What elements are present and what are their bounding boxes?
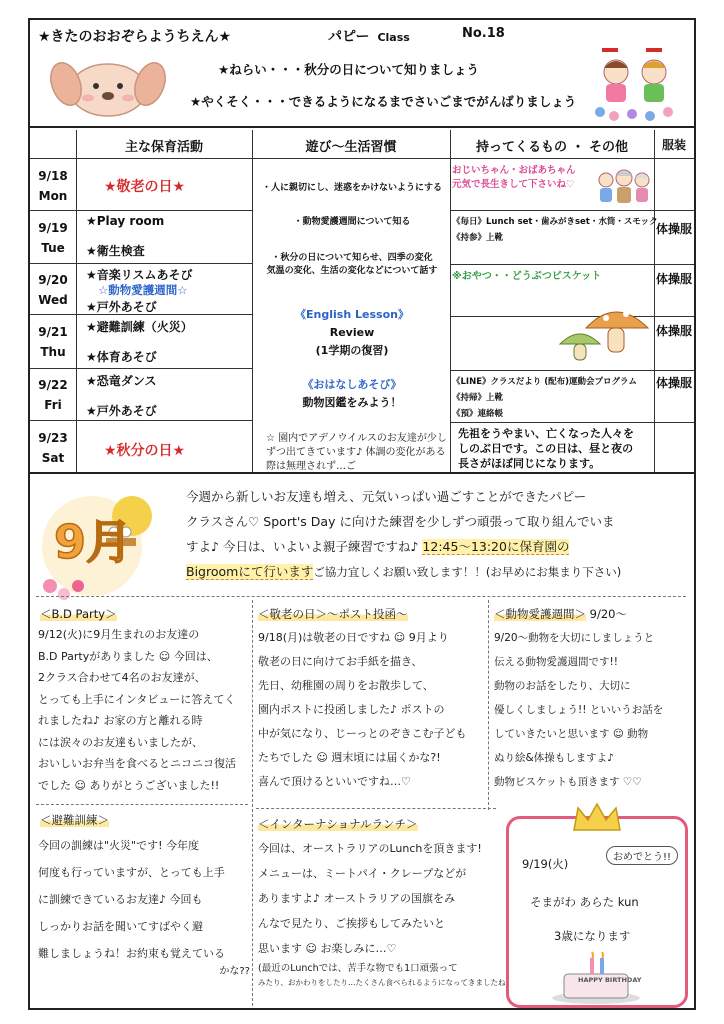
drill-body: 今回の訓練は"火災"です! 今年度 何度も行っていますが、とっても上手 に訓練できているお友達♪ 今回も しっかりお話を聞いてすばやく避 難しましょうね！お約束も覚えている かな?? bbox=[38, 839, 250, 977]
bring-wed: ※おやつ・・どうぶつビスケット bbox=[452, 271, 602, 282]
cake-text: HAPPY BIRTHDAY bbox=[578, 976, 642, 984]
lunch-title: ＜インターナショナルランチ＞ bbox=[258, 817, 418, 831]
activity-fri-1: ★恐竜ダンス bbox=[86, 374, 157, 388]
grandparents-illustration-icon bbox=[592, 164, 652, 208]
class-name bbox=[328, 26, 410, 46]
uniform-wed: 体操服 bbox=[656, 272, 693, 286]
col-header-uniform: 服装 bbox=[661, 138, 686, 152]
intro-message bbox=[186, 484, 686, 585]
equinox-note-1: 先祖をうやまい、亡くなった人々を bbox=[458, 427, 634, 440]
equinox-note-3: 長さがほぼ同じになります。 bbox=[458, 457, 601, 470]
day-cell-thu: 9/21 Thu bbox=[38, 325, 68, 359]
birthday-age: 3歳になります bbox=[554, 929, 631, 943]
uniform-thu: 体操服 bbox=[656, 324, 693, 338]
activity-wed-1: ★音楽リスムあそび bbox=[86, 268, 193, 282]
keiro-title: ＜敬老の日＞～ポスト投函～ bbox=[258, 607, 408, 621]
activity-mon: ★敬老の日★ bbox=[104, 179, 186, 195]
activity-thu-2: ★体育あそび bbox=[86, 350, 157, 364]
story-play-text: 動物図鑑をみよう！ bbox=[302, 396, 402, 409]
bring-fri-3: 《預》連絡帳 bbox=[452, 409, 504, 419]
aim-text: ★ねらい・・・秋分の日について知りましょう bbox=[218, 62, 479, 77]
practice-place: Bigroomにて行います bbox=[186, 564, 314, 579]
story-play-title: 《おはなしあそび》 bbox=[302, 378, 402, 391]
activity-fri-2: ★戸外あそび bbox=[86, 404, 157, 418]
activity-tue-1: ★Play room bbox=[86, 214, 165, 228]
play-item-2: ・動物愛護週間について知る bbox=[293, 217, 411, 227]
bring-tue-1: 《毎日》Lunch set・歯みがきset・水筒・スモック bbox=[452, 217, 658, 227]
bdparty-title: ＜B.D Party＞ bbox=[40, 607, 117, 621]
health-memo: ☆ 園内でアデノウイルスのお友達が少しずつ出てきています♪ 体調の変化がある際は無理されず…ご bbox=[266, 433, 447, 472]
bdparty-body: 9/12(火)に9月生まれのお友達の B.D Partyがありました ☺ 今回は、 2クラス合わせて4名のお友達が、 とっても上手にインタビューに答えてく れましたね♪ お家の方と離れる時 には涙々のお友達もいましたが、 おいしいお弁当を食べるとニコニコ復活 でした ☺ ありがとうございました!! bbox=[38, 628, 236, 792]
bring-mon-1: おじいちゃん・おばあちゃん bbox=[452, 165, 576, 176]
intro-line-4: Bigroomにて行いますご協力宜しくお願い致します！！(お早めにお集まり下さい) bbox=[186, 564, 622, 579]
animal-week-body: 9/20～動物を大切にしましょうと 伝える動物愛護週間です!! 動物のお話をしたり、大切に 優しくしましょう!! といいうお話を していきたいと思います ☺ 動物 ぬり絵&体操もしますよ♪ 動物ビスケットも頂きます ♡♡ bbox=[494, 632, 664, 788]
newsletter-page bbox=[28, 18, 696, 1010]
activity-wed-3: ★戸外あそび bbox=[86, 300, 157, 314]
dog-illustration-icon bbox=[50, 54, 166, 120]
birthday-congrats: おめでとう!! bbox=[606, 846, 678, 865]
english-lesson-title: 《English Lesson》 bbox=[295, 308, 409, 321]
header bbox=[30, 20, 694, 128]
promise-text: ★やくそく・・・できるようになるまでさいごまでがんばりましょう bbox=[190, 94, 577, 109]
activity-wed-2: ☆動物愛護週間☆ bbox=[98, 283, 188, 297]
equinox-note-2: しのぶ日です。この日は、昼と夜の bbox=[458, 442, 634, 455]
animal-week-title: ＜動物愛護週間＞ 9/20～ bbox=[494, 607, 627, 621]
play-item-1: ・人に親切にし、迷惑をかけないようにする bbox=[261, 183, 442, 193]
col-header-activities: 主な保育活動 bbox=[124, 140, 203, 155]
day-cell-fri: 9/22 Fri bbox=[38, 378, 68, 412]
month-badge-text: 9月 bbox=[54, 515, 133, 569]
intro-line-1: 今週から新しいお友達も増え、元気いっぱい過ごすことができたパピー bbox=[186, 489, 587, 504]
play-item-3a: ・秋分の日について知らせ、四季の変化 bbox=[271, 253, 433, 263]
bring-fri-1: 《LINE》クラスだより (配布)運動会プログラム bbox=[452, 377, 637, 387]
activity-thu-1: ★避難訓練（火災） bbox=[86, 320, 193, 334]
col-header-bring: 持ってくるもの ・ その他 bbox=[475, 140, 629, 155]
bring-mon-2: 元気で長生きして下さいね♡ bbox=[452, 179, 575, 190]
col-header-play: 遊び～生活習慣 bbox=[305, 140, 397, 155]
day-cell-mon: 9/18 Mon bbox=[38, 169, 68, 203]
intro-line-3: すよ♪ 今日は、いよいよ親子練習ですね♪ 12:45～13:20に保育園の bbox=[186, 539, 570, 554]
bring-tue-2: 《持参》上靴 bbox=[452, 233, 504, 243]
english-lesson-review-note: (1学期の復習) bbox=[315, 344, 389, 357]
crown-icon bbox=[570, 802, 624, 834]
drill-title: ＜避難訓練＞ bbox=[40, 813, 109, 827]
uniform-fri: 体操服 bbox=[656, 376, 693, 390]
day-cell-wed: 9/20 Wed bbox=[38, 273, 68, 307]
intro-line-2: クラスさん♡ Sport's Day に向けた練習を少しずつ頑張って取り組んでいま bbox=[186, 514, 615, 529]
play-item-3b: 気温の変化、生活の変化などについて話す bbox=[266, 266, 438, 276]
day-cell-sat: 9/23 Sat bbox=[38, 431, 68, 465]
class-word: Class bbox=[377, 31, 410, 44]
birthday-child-name: そまがわ あらた kun bbox=[530, 895, 639, 909]
lunch-body: 今回は、オーストラリアのLunchを頂きます! メニューは、ミートパイ・クレープなどが ありますよ♪ オーストラリアの国旗をみ んなで見たり、ご挨拶もしてみたいと 思います ☺ お楽しみに…♡ (最近のLunchでは、苦手な物でも1口頑張って みたり、おかわりをしたり…たくさん食べられるようになってきましたね) bbox=[258, 842, 509, 987]
children-illustration-icon bbox=[588, 42, 684, 124]
mushroom-illustration-icon bbox=[556, 288, 652, 364]
bring-fri-2: 《持帰》上靴 bbox=[452, 393, 504, 403]
class-name-text: パピー bbox=[328, 29, 370, 45]
day-cell-tue: 9/19 Tue bbox=[38, 221, 68, 255]
birthday-date: 9/19(火) bbox=[522, 857, 569, 871]
uniform-tue: 体操服 bbox=[656, 222, 693, 236]
weekly-schedule-table bbox=[30, 130, 694, 472]
school-name: ★きたのおおぞらようちえん★ bbox=[38, 29, 232, 45]
english-lesson-review: Review bbox=[329, 326, 375, 339]
keiro-body: 9/18(月)は敬老の日ですね ☺ 9月より 敬老の日に向けてお手紙を描き、 先日、幼稚園の周りをお散歩して、 園内ポストに投函しました♪ ポストの 中が気になり、じーっとのぞきこむ子ども たちでした ☺ 週末頃には届くかな?! 喜んで頂けるといいですね…♡ bbox=[258, 631, 467, 788]
activity-sat: ★秋分の日★ bbox=[104, 443, 186, 459]
activity-tue-2: ★衛生検査 bbox=[86, 244, 145, 258]
issue-number: No.18 bbox=[462, 26, 505, 41]
practice-time: 12:45～13:20に保育園の bbox=[422, 539, 570, 554]
